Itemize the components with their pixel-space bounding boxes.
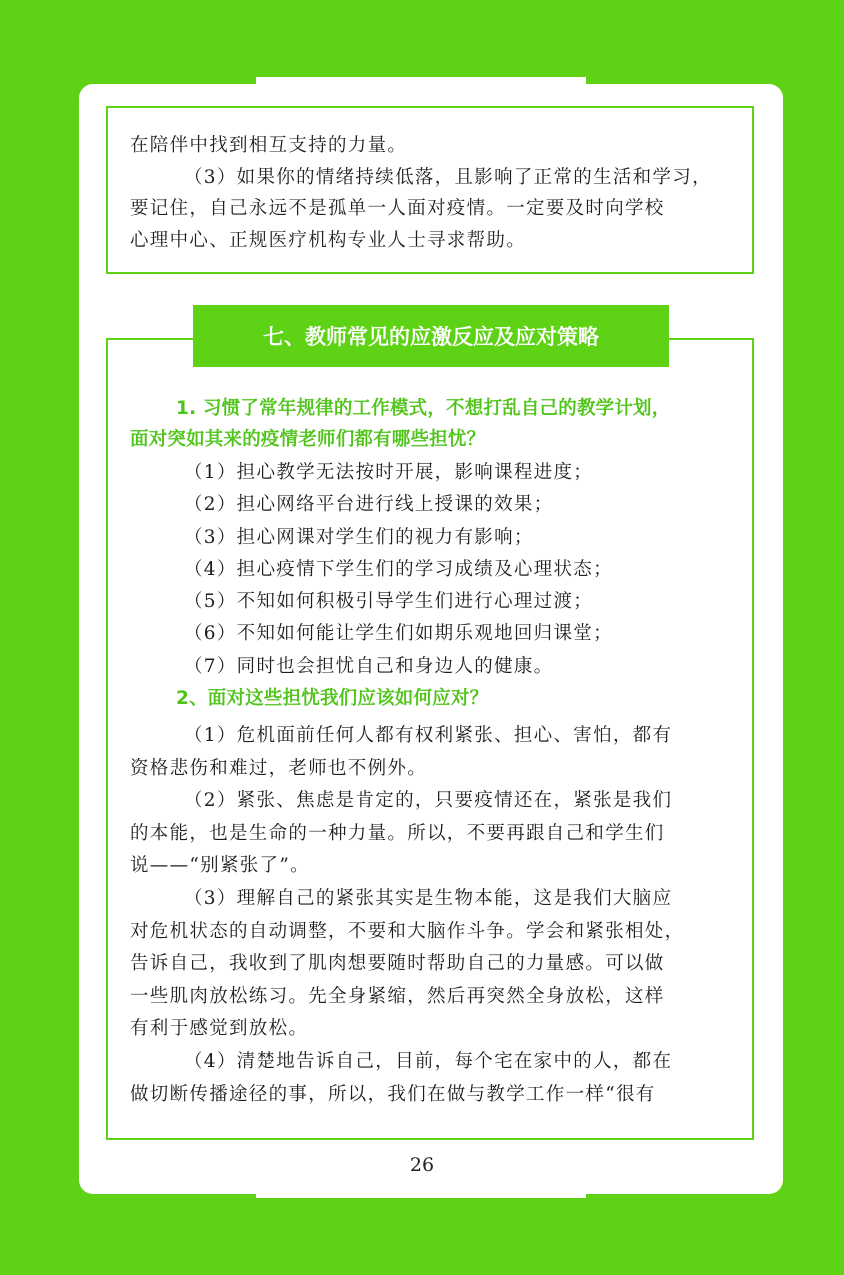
paragraph-line: 对危机状态的自动调整，不要和大脑作斗争。学会和紧张相处，: [130, 920, 685, 942]
list-item: （6）不知如何能让学生们如期乐观地回归课堂；: [184, 623, 613, 645]
page-number: 26: [409, 1154, 435, 1176]
paragraph-line: （4）清楚地告诉自己，目前，每个宅在家中的人，都在: [184, 1050, 673, 1072]
paragraph-line: 有利于感觉到放松。: [130, 1018, 309, 1040]
paragraph-line: 要记住，自己永远不是孤单一人面对疫情。一定要及时向学校: [130, 198, 665, 219]
paragraph-line: （1）危机面前任何人都有权利紧张、担心、害怕，都有: [184, 725, 673, 746]
list-item: （4）担心疫情下学生们的学习成绩及心理状态；: [184, 558, 613, 580]
paragraph-line: 心理中心、正规医疗机构专业人士寻求帮助。: [130, 229, 527, 251]
paragraph-line: 资格悲伤和难过，老师也不例外。: [130, 757, 428, 779]
list-item: （7）同时也会担忧自己和身边人的健康。: [184, 655, 554, 677]
question-1: [130, 393, 734, 455]
list-item: （5）不知如何积极引导学生们进行心理过渡；: [184, 591, 594, 613]
paragraph-line: 一些肌肉放松练习。先全身紧缩，然后再突然全身放松，这样: [130, 985, 665, 1007]
question-2: 2、面对这些担忧我们应该如何应对？: [176, 688, 489, 709]
answers: [130, 720, 734, 1111]
list-item: （2）担心网络平台进行线上授课的效果；: [184, 494, 554, 516]
paragraph-line: 告诉自己，我收到了肌肉想要随时帮助自己的力量感。可以做: [130, 953, 665, 975]
question-line: 面对突如其来的疫情老师们都有哪些担忧？: [130, 429, 486, 450]
paragraph-line: （2）紧张、焦虑是肯定的，只要疫情还在，紧张是我们: [184, 790, 673, 812]
paragraph-line: 做切断传播途径的事，所以，我们在做与教学工作一样“很有: [130, 1083, 656, 1105]
paragraph-line: （3）如果你的情绪持续低落，且影响了正常的生活和学习，: [184, 166, 712, 188]
continued-text: [130, 130, 734, 256]
worries-list: [130, 457, 734, 683]
page-bottom-tab: [256, 1186, 586, 1198]
paragraph-line: 的本能，也是生命的一种力量。所以，不要再跟自己和学生们: [130, 822, 665, 844]
list-item: （1）担心教学无法按时开展，影响课程进度；: [184, 462, 594, 483]
list-item: （3）担心网课对学生们的视力有影响；: [184, 526, 534, 548]
paragraph-line: 在陪伴中找到相互支持的力量。: [130, 135, 408, 156]
section-title: 七、教师常见的应激反应及应对策略: [193, 305, 669, 367]
paragraph-line: （3）理解自己的紧张其实是生物本能，这是我们大脑应: [184, 887, 673, 909]
question-line: 1. 习惯了常年规律的工作模式，不想打乱自己的教学计划，: [176, 398, 671, 419]
page-top-tab: [256, 77, 586, 89]
paragraph-line: 说——“别紧张了”。: [130, 855, 310, 877]
